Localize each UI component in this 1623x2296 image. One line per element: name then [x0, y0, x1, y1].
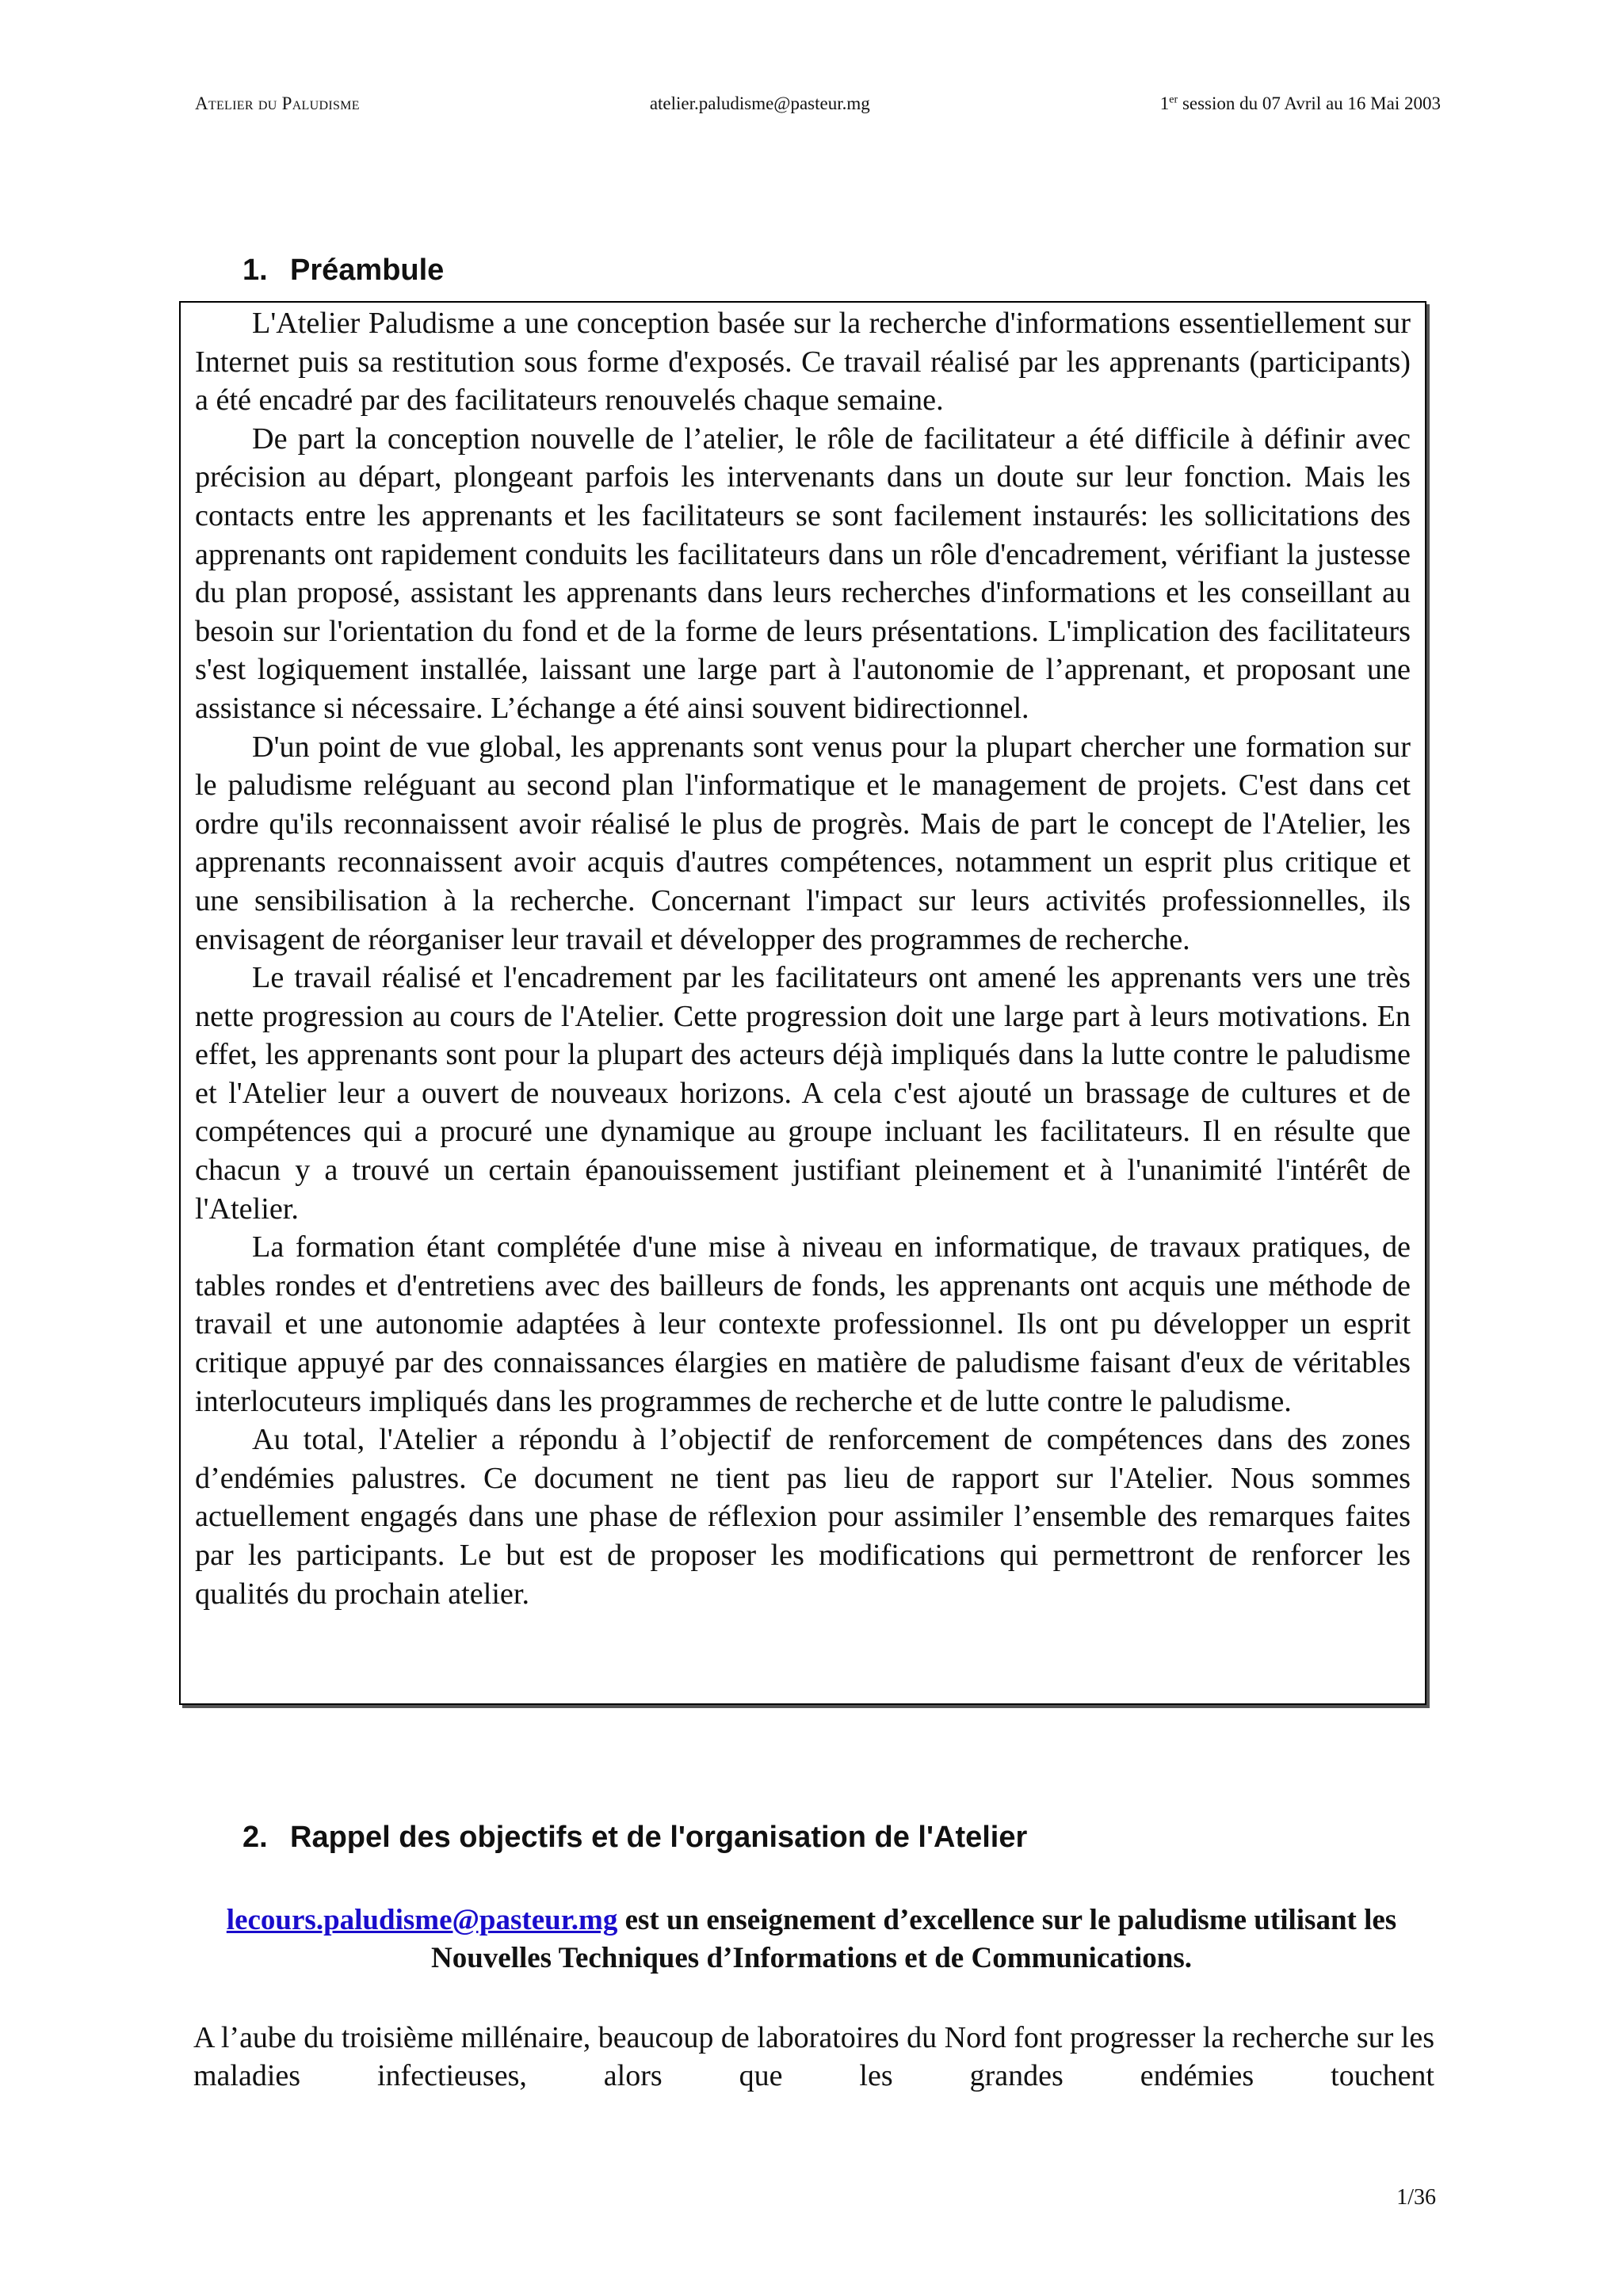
- page-header: [195, 93, 1441, 125]
- section-2-intro-paragraph: A l’aube du troisième millénaire, beaucoup de laboratoires du Nord font progresser la recherche sur les maladies infectieuses, alors que les grandes endémies touchent: [193, 2021, 1434, 2092]
- header-session-number: 1: [1159, 93, 1170, 113]
- preamble-box: [179, 301, 1426, 1705]
- header-workshop-name: Atelier du Paludisme: [195, 93, 360, 113]
- section-2-title: Rappel des objectifs et de l'organisation de l'Atelier: [290, 1821, 1028, 1854]
- section-1-title: Préambule: [290, 254, 445, 287]
- preamble-paragraph: De part la conception nouvelle de l’atelier, le rôle de facilitateur a été difficile à définir avec précision au départ, plongeant parfois les intervenants dans un doute sur leur fonction. Mais les contacts entre les apprenants et les facilitateurs se sont facilement instaurés: les sollicitations des apprenants ont rapidement conduits les facilitateurs dans un rôle d'encadrement, vérifiant la justesse du plan proposé, assistant les apprenants dans leurs recherches d'informations et les conseillant au besoin sur l'orientation du fond et de la forme de leurs présentations. L'implication des facilitateurs s'est logiquement installée, laissant une large part à l'autonomie de l’apprenant, et proposant une assistance si nécessaire. L’échange a été ainsi souvent bidirectionnel.: [195, 421, 1411, 725]
- header-session: [1160, 93, 1441, 114]
- header-email: atelier.paludisme@pasteur.mg: [649, 93, 870, 113]
- section-1-heading: [242, 254, 444, 288]
- preamble-paragraph: Au total, l'Atelier a répondu à l’objectif de renforcement de compétences dans des zones d’endémies palustres. Ce document ne tient pas lieu de rapport sur l'Atelier. Nous sommes actuellement engagés dans une phase de réflexion pour assimiler l’ensemble des remarques faites par les participants. Le but est de proposer les modifications qui permettront de renforcer les qualités du prochain atelier.: [195, 1423, 1411, 1611]
- objective-statement: [190, 1901, 1433, 1978]
- preamble-paragraph: La formation étant complétée d'une mise à niveau en informatique, de travaux pratiques, de tables rondes et d'entretiens avec des bailleurs de fonds, les apprenants ont acquis une méthode de travail et une autonomie adaptées à leur contexte professionnel. Ils ont pu développer un esprit critique appuyé par des connaissances élargies en matière de paludisme faisant d'eux de véritables interlocuteurs impliqués dans les programmes de recherche et de lutte contre le paludisme.: [195, 1230, 1411, 1418]
- course-email-link[interactable]: lecours.paludisme@pasteur.mg: [226, 1904, 618, 1936]
- section-1-number: 1.: [242, 254, 268, 287]
- preamble-paragraph: D'un point de vue global, les apprenants sont venus pour la plupart chercher une formation sur le paludisme reléguant au second plan l'informatique et le management de projets. C'est dans cet ordre qu'ils reconnaissent avoir réalisé le plus de progrès. Mais de part le concept de l'Atelier, les apprenants reconnaissent avoir acquis d'autres compétences, notamment un esprit plus critique et une sensibilisation à la recherche. Concernant l'impact sur leurs activités professionnelles, ils envisagent de réorganiser leur travail et développer des programmes de recherche.: [195, 730, 1411, 956]
- page-number: 1/36: [1396, 2185, 1436, 2210]
- section-2-heading: [242, 1821, 1027, 1855]
- preamble-paragraph: Le travail réalisé et l'encadrement par les facilitateurs ont amené les apprenants vers une très nette progression au cours de l'Atelier. Cette progression doit une large part à leurs motivations. En effet, les apprenants sont pour la plupart des acteurs déjà impliqués dans la lutte contre le paludisme et l'Atelier leur a ouvert de nouveaux horizons. A cela c'est ajouté un brassage de cultures et de compétences qui a procuré une dynamique au groupe incluant les facilitateurs. Il en résulte que chacun y a trouvé un certain épanouissement justifiant pleinement et à l'unanimité l'intérêt de l'Atelier.: [195, 961, 1411, 1226]
- objective-text: est un enseignement d’excellence sur le paludisme utilisant les Nouvelles Techniques d’Informations et de Communications.: [430, 1904, 1397, 1974]
- preamble-paragraph: L'Atelier Paludisme a une conception basée sur la recherche d'informations essentiellement sur Internet puis sa restitution sous forme d'exposés. Ce travail réalisé par les apprenants (participants) a été encadré par des facilitateurs renouvelés chaque semaine.: [195, 307, 1411, 418]
- section-2-number: 2.: [242, 1821, 268, 1854]
- header-session-dates: session du 07 Avril au 16 Mai 2003: [1178, 93, 1441, 113]
- header-session-superscript: er: [1169, 93, 1178, 106]
